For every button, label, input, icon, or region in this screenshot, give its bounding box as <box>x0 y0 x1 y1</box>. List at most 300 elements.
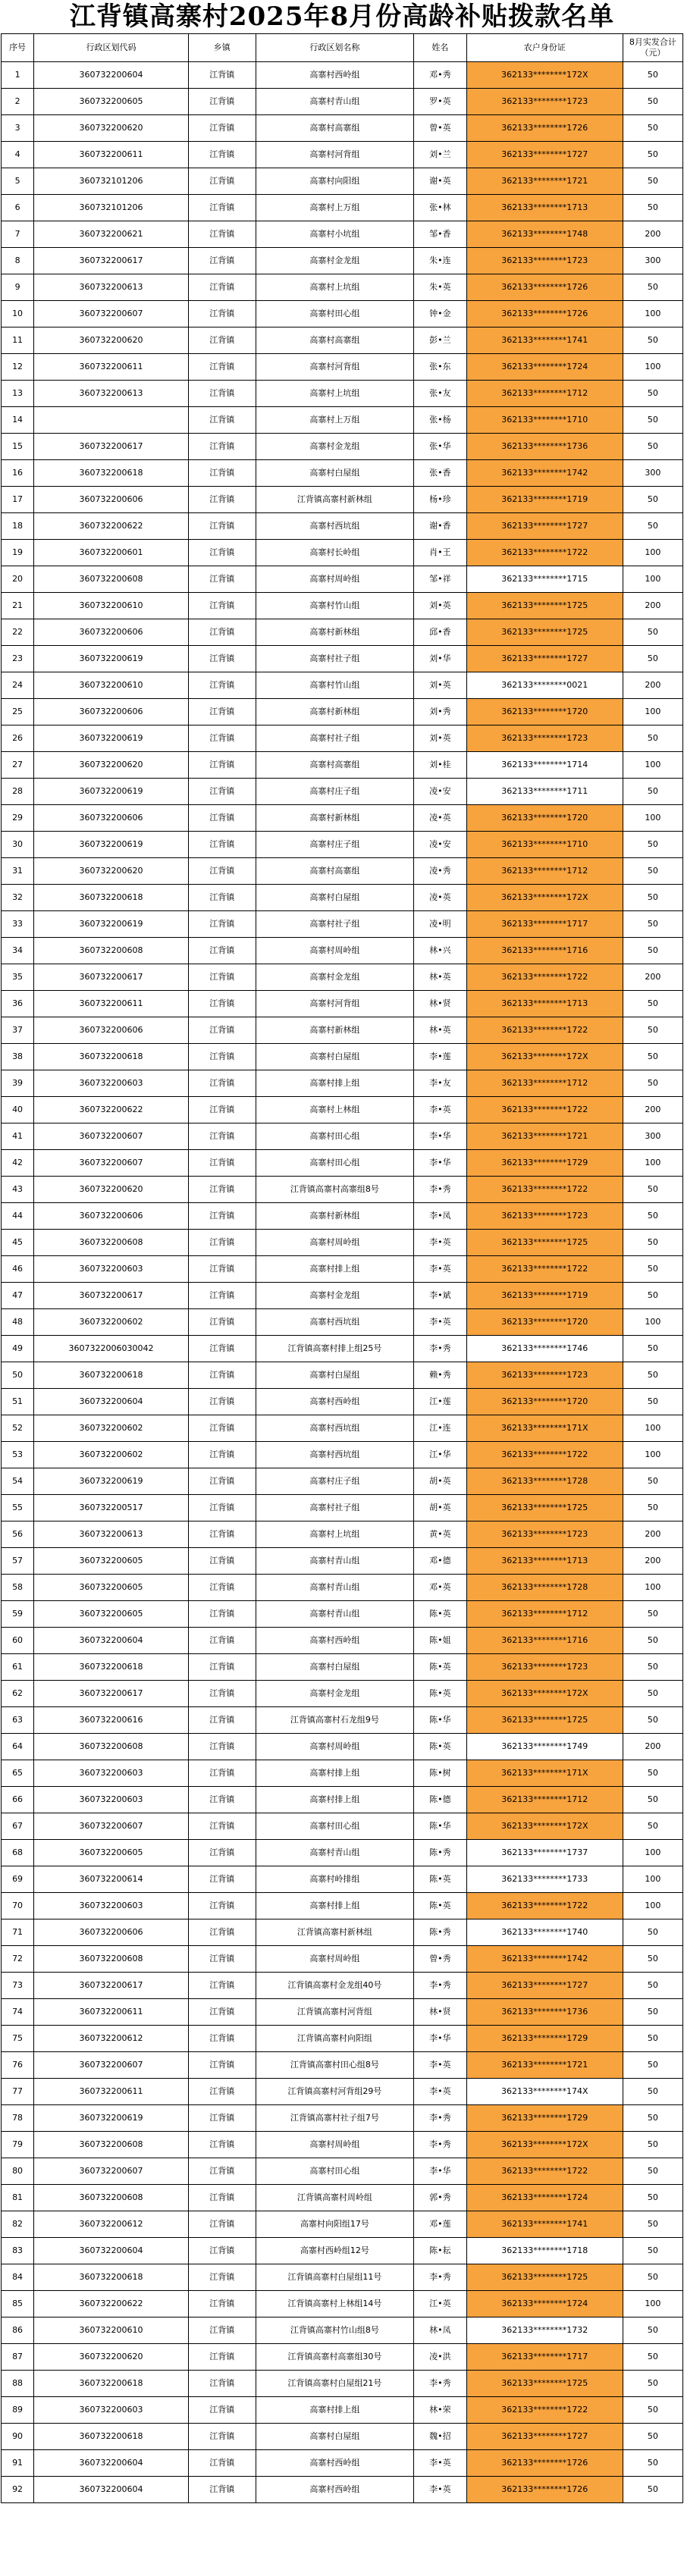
table-row <box>2 2079 683 2105</box>
cell-region-name: 高寨村田心组 <box>256 301 414 327</box>
cell-region-code: 360732200604 <box>34 2477 189 2503</box>
cell-index: 25 <box>2 699 34 725</box>
cell-index: 30 <box>2 832 34 858</box>
cell-id-number: 362133********1721 <box>466 2052 623 2079</box>
cell-name: 江•华 <box>414 1442 467 1468</box>
cell-amount: 50 <box>623 2371 682 2397</box>
cell-region-name: 高寨村排上组 <box>256 2397 414 2424</box>
table-row <box>2 832 683 858</box>
cell-town: 江背镇 <box>188 2424 256 2450</box>
cell-amount: 50 <box>623 1389 682 1415</box>
cell-region-name: 高寨村白屋组 <box>256 460 414 487</box>
cell-region-name: 高寨村上万组 <box>256 195 414 221</box>
cell-town: 江背镇 <box>188 672 256 699</box>
cell-id-number: 362133********1723 <box>466 1203 623 1230</box>
cell-region-name: 高寨村排上组 <box>256 1893 414 1919</box>
cell-index: 19 <box>2 540 34 566</box>
cell-town: 江背镇 <box>188 1070 256 1097</box>
cell-amount: 100 <box>623 1442 682 1468</box>
cell-region-code: 360732200622 <box>34 513 189 540</box>
cell-name: 张•杨 <box>414 407 467 434</box>
table-row <box>2 725 683 752</box>
cell-town: 江背镇 <box>188 2344 256 2371</box>
cell-town: 江背镇 <box>188 1468 256 1495</box>
cell-index: 33 <box>2 911 34 938</box>
cell-index: 2 <box>2 89 34 115</box>
cell-index: 53 <box>2 1442 34 1468</box>
cell-town: 江背镇 <box>188 1521 256 1548</box>
cell-index: 68 <box>2 1840 34 1866</box>
cell-region-name: 高寨村岭排组 <box>256 1866 414 1893</box>
cell-id-number: 362133********171X <box>466 1760 623 1787</box>
cell-id-number: 362133********1720 <box>466 699 623 725</box>
cell-region-code: 360732200618 <box>34 460 189 487</box>
cell-id-number: 362133********172X <box>466 62 623 89</box>
cell-id-number: 362133********1720 <box>466 1309 623 1336</box>
cell-index: 63 <box>2 1707 34 1734</box>
cell-amount: 50 <box>623 274 682 301</box>
cell-id-number: 362133********1729 <box>466 2105 623 2132</box>
cell-id-number: 362133********172X <box>466 1813 623 1840</box>
cell-index: 71 <box>2 1919 34 1946</box>
cell-index: 54 <box>2 1468 34 1495</box>
table-row <box>2 274 683 301</box>
cell-id-number: 362133********1736 <box>466 1999 623 2026</box>
cell-region-code: 360732200603 <box>34 1893 189 1919</box>
cell-name: 凌•安 <box>414 832 467 858</box>
cell-region-code: 360732200603 <box>34 1070 189 1097</box>
cell-name: 魏•招 <box>414 2424 467 2450</box>
cell-name: 邓•英 <box>414 1575 467 1601</box>
cell-name: 郭•秀 <box>414 2185 467 2211</box>
table-row <box>2 407 683 434</box>
table-row <box>2 168 683 195</box>
table-row <box>2 699 683 725</box>
cell-region-name: 高寨村河背组 <box>256 991 414 1017</box>
cell-region-code: 360732200604 <box>34 2450 189 2477</box>
cell-amount: 300 <box>623 248 682 274</box>
cell-name: 林•贤 <box>414 991 467 1017</box>
cell-id-number: 362133********1713 <box>466 991 623 1017</box>
cell-name: 凌•洪 <box>414 2344 467 2371</box>
table-row <box>2 2397 683 2424</box>
cell-id-number: 362133********1737 <box>466 1840 623 1866</box>
cell-region-name: 江背镇高寨村田心组8号 <box>256 2052 414 2079</box>
table-row <box>2 460 683 487</box>
cell-region-name: 高寨村白屋组 <box>256 1362 414 1389</box>
cell-index: 1 <box>2 62 34 89</box>
cell-town: 江背镇 <box>188 1495 256 1521</box>
cell-index: 57 <box>2 1548 34 1575</box>
cell-index: 87 <box>2 2344 34 2371</box>
cell-region-name: 高寨村上万组 <box>256 407 414 434</box>
cell-name: 李•英 <box>414 1309 467 1336</box>
cell-id-number: 362133********1726 <box>466 274 623 301</box>
cell-name: 李•英 <box>414 2450 467 2477</box>
table-row <box>2 1177 683 1203</box>
cell-region-code: 360732200617 <box>34 248 189 274</box>
cell-amount: 100 <box>623 354 682 381</box>
table-row <box>2 1336 683 1362</box>
cell-amount: 50 <box>623 142 682 168</box>
cell-amount: 50 <box>623 89 682 115</box>
cell-id-number: 362133********1728 <box>466 1468 623 1495</box>
cell-id-number: 362133********1722 <box>466 1017 623 1044</box>
cell-town: 江背镇 <box>188 434 256 460</box>
cell-amount: 50 <box>623 938 682 964</box>
cell-amount: 200 <box>623 964 682 991</box>
cell-name: 邹•祥 <box>414 566 467 593</box>
cell-amount: 200 <box>623 593 682 619</box>
cell-town: 江背镇 <box>188 1919 256 1946</box>
cell-region-name: 高寨村上坑组 <box>256 381 414 407</box>
cell-region-name: 江背镇高寨村新林组 <box>256 1919 414 1946</box>
cell-id-number: 362133********1729 <box>466 1150 623 1177</box>
cell-id-number: 362133********1742 <box>466 460 623 487</box>
cell-region-code: 360732200604 <box>34 1628 189 1654</box>
cell-amount: 50 <box>623 885 682 911</box>
cell-amount: 100 <box>623 1415 682 1442</box>
cell-index: 59 <box>2 1601 34 1628</box>
cell-town: 江背镇 <box>188 1097 256 1123</box>
cell-amount: 50 <box>623 1681 682 1707</box>
cell-region-code: 360732200613 <box>34 274 189 301</box>
cell-id-number: 362133********1711 <box>466 779 623 805</box>
cell-town: 江背镇 <box>188 1734 256 1760</box>
cell-town: 江背镇 <box>188 593 256 619</box>
table-row <box>2 327 683 354</box>
cell-amount: 50 <box>623 858 682 885</box>
cell-town: 江背镇 <box>188 2185 256 2211</box>
cell-id-number: 362133********1725 <box>466 1495 623 1521</box>
cell-town: 江背镇 <box>188 885 256 911</box>
cell-name: 李•秀 <box>414 1336 467 1362</box>
cell-name: 黄•英 <box>414 1521 467 1548</box>
cell-town: 江背镇 <box>188 1787 256 1813</box>
cell-region-code: 360732101206 <box>34 195 189 221</box>
cell-town: 江背镇 <box>188 221 256 248</box>
cell-index: 61 <box>2 1654 34 1681</box>
cell-region-name: 高寨村向阳组17号 <box>256 2211 414 2238</box>
cell-town: 江背镇 <box>188 911 256 938</box>
cell-region-name: 高寨村西坑组 <box>256 513 414 540</box>
cell-region-name: 高寨村庄子组 <box>256 1468 414 1495</box>
cell-amount: 50 <box>623 2264 682 2291</box>
table-row <box>2 938 683 964</box>
cell-index: 81 <box>2 2185 34 2211</box>
cell-name: 刘•英 <box>414 672 467 699</box>
table-row <box>2 2158 683 2185</box>
cell-town: 江背镇 <box>188 1760 256 1787</box>
table-row <box>2 1681 683 1707</box>
cell-region-code: 360732200617 <box>34 434 189 460</box>
table-body <box>2 62 683 2503</box>
cell-region-name: 高寨村西岭组 <box>256 1389 414 1415</box>
cell-index: 47 <box>2 1283 34 1309</box>
cell-region-code: 360732200603 <box>34 1760 189 1787</box>
cell-region-code: 360732200610 <box>34 593 189 619</box>
cell-region-name: 高寨村排上组 <box>256 1256 414 1283</box>
cell-town: 江背镇 <box>188 407 256 434</box>
cell-id-number: 362133********1728 <box>466 1575 623 1601</box>
cell-amount: 50 <box>623 1177 682 1203</box>
cell-town: 江背镇 <box>188 2105 256 2132</box>
cell-name: 谢•英 <box>414 168 467 195</box>
cell-town: 江背镇 <box>188 2079 256 2105</box>
cell-name: 朱•连 <box>414 248 467 274</box>
cell-amount: 50 <box>623 1468 682 1495</box>
cell-town: 江背镇 <box>188 1628 256 1654</box>
cell-id-number: 362133********1723 <box>466 725 623 752</box>
cell-index: 17 <box>2 487 34 513</box>
table-row <box>2 1123 683 1150</box>
cell-id-number: 362133********1727 <box>466 2424 623 2450</box>
cell-index: 84 <box>2 2264 34 2291</box>
cell-amount: 100 <box>623 1309 682 1336</box>
cell-name: 凌•秀 <box>414 858 467 885</box>
cell-region-name: 高寨村周岭组 <box>256 1230 414 1256</box>
table-row <box>2 1495 683 1521</box>
table-row <box>2 2424 683 2450</box>
cell-town: 江背镇 <box>188 725 256 752</box>
cell-amount: 50 <box>623 2052 682 2079</box>
cell-region-code: 360732200605 <box>34 1840 189 1866</box>
table-row <box>2 1521 683 1548</box>
cell-town: 江背镇 <box>188 1177 256 1203</box>
table-row <box>2 1389 683 1415</box>
cell-amount: 50 <box>623 1362 682 1389</box>
cell-amount: 50 <box>623 2317 682 2344</box>
cell-index: 64 <box>2 1734 34 1760</box>
cell-index: 67 <box>2 1813 34 1840</box>
cell-town: 江背镇 <box>188 195 256 221</box>
cell-id-number: 362133********1736 <box>466 434 623 460</box>
cell-id-number: 362133********1713 <box>466 1548 623 1575</box>
cell-index: 80 <box>2 2158 34 2185</box>
cell-amount: 50 <box>623 1017 682 1044</box>
cell-index: 74 <box>2 1999 34 2026</box>
cell-index: 10 <box>2 301 34 327</box>
cell-name: 胡•英 <box>414 1495 467 1521</box>
cell-id-number: 362133********1727 <box>466 646 623 672</box>
cell-region-code: 360732200606 <box>34 1017 189 1044</box>
table-header-row <box>2 34 683 62</box>
cell-region-name: 江背镇高寨村上林组14号 <box>256 2291 414 2317</box>
table-row <box>2 1442 683 1468</box>
table-row <box>2 566 683 593</box>
cell-region-code: 360732200619 <box>34 832 189 858</box>
cell-id-number: 362133********1740 <box>466 1919 623 1946</box>
cell-amount: 50 <box>623 1760 682 1787</box>
cell-name: 李•英 <box>414 2477 467 2503</box>
cell-name: 陈•树 <box>414 1760 467 1787</box>
cell-id-number: 362133********1719 <box>466 1283 623 1309</box>
cell-id-number: 362133********1729 <box>466 2026 623 2052</box>
cell-amount: 50 <box>623 1999 682 2026</box>
cell-town: 江背镇 <box>188 1813 256 1840</box>
cell-town: 江背镇 <box>188 513 256 540</box>
cell-region-code: 360732200608 <box>34 1734 189 1760</box>
table-row <box>2 540 683 566</box>
cell-region-name: 江背镇高寨村白屋组11号 <box>256 2264 414 2291</box>
cell-amount: 100 <box>623 1866 682 1893</box>
table-row <box>2 1309 683 1336</box>
cell-region-code: 360732200621 <box>34 221 189 248</box>
cell-town: 江背镇 <box>188 1362 256 1389</box>
cell-id-number: 362133********174X <box>466 2079 623 2105</box>
cell-amount: 50 <box>623 381 682 407</box>
cell-id-number: 362133********1712 <box>466 1601 623 1628</box>
cell-region-code: 360732200608 <box>34 1230 189 1256</box>
cell-amount: 50 <box>623 1813 682 1840</box>
cell-index: 60 <box>2 1628 34 1654</box>
cell-region-name: 江背镇高寨村河背组29号 <box>256 2079 414 2105</box>
cell-id-number: 362133********0021 <box>466 672 623 699</box>
cell-town: 江背镇 <box>188 460 256 487</box>
cell-town: 江背镇 <box>188 1230 256 1256</box>
cell-amount: 50 <box>623 1336 682 1362</box>
cell-region-code: 360732200618 <box>34 2424 189 2450</box>
cell-region-code: 360732200605 <box>34 89 189 115</box>
cell-amount: 50 <box>623 1787 682 1813</box>
cell-amount: 100 <box>623 752 682 779</box>
table-row <box>2 1070 683 1097</box>
cell-index: 46 <box>2 1256 34 1283</box>
cell-name: 陈•华 <box>414 1813 467 1840</box>
cell-amount: 50 <box>623 2450 682 2477</box>
cell-region-name: 高寨村西岭组12号 <box>256 2238 414 2264</box>
cell-region-name: 高寨村田心组 <box>256 1150 414 1177</box>
table-row <box>2 1654 683 1681</box>
table-row <box>2 2238 683 2264</box>
cell-region-code: 360732200618 <box>34 885 189 911</box>
cell-name: 刘•英 <box>414 593 467 619</box>
cell-region-code: 360732200622 <box>34 1097 189 1123</box>
cell-region-name: 江背镇高寨村周岭组 <box>256 2185 414 2211</box>
table-row <box>2 62 683 89</box>
cell-region-name: 高寨村田心组 <box>256 2158 414 2185</box>
cell-amount: 200 <box>623 672 682 699</box>
table-row <box>2 1866 683 1893</box>
cell-index: 76 <box>2 2052 34 2079</box>
cell-index: 32 <box>2 885 34 911</box>
cell-id-number: 362133********1712 <box>466 381 623 407</box>
cell-index: 35 <box>2 964 34 991</box>
cell-name: 凌•英 <box>414 805 467 832</box>
cell-region-name: 高寨村白屋组 <box>256 885 414 911</box>
cell-index: 3 <box>2 115 34 142</box>
cell-region-name: 高寨村周岭组 <box>256 2132 414 2158</box>
cell-amount: 50 <box>623 1230 682 1256</box>
cell-region-code: 360732200607 <box>34 1150 189 1177</box>
cell-name: 江•莲 <box>414 1389 467 1415</box>
cell-amount: 100 <box>623 1575 682 1601</box>
cell-name: 邓•莲 <box>414 2211 467 2238</box>
cell-index: 48 <box>2 1309 34 1336</box>
cell-id-number: 362133********1722 <box>466 2397 623 2424</box>
cell-region-name: 高寨村竹山组 <box>256 593 414 619</box>
cell-name: 朱•英 <box>414 274 467 301</box>
cell-id-number: 362133********1723 <box>466 89 623 115</box>
cell-town: 江背镇 <box>188 115 256 142</box>
cell-region-code: 360732200608 <box>34 2185 189 2211</box>
cell-name: 曾•英 <box>414 115 467 142</box>
cell-id-number: 362133********1710 <box>466 832 623 858</box>
cell-amount: 50 <box>623 2424 682 2450</box>
cell-name: 李•英 <box>414 1097 467 1123</box>
cell-town: 江背镇 <box>188 2211 256 2238</box>
cell-region-code: 360732200606 <box>34 805 189 832</box>
cell-town: 江背镇 <box>188 487 256 513</box>
cell-region-name: 高寨村周岭组 <box>256 1946 414 1973</box>
table-row <box>2 2026 683 2052</box>
cell-region-name: 高寨村庄子组 <box>256 779 414 805</box>
cell-town: 江背镇 <box>188 540 256 566</box>
cell-amount: 200 <box>623 1097 682 1123</box>
cell-town: 江背镇 <box>188 1973 256 1999</box>
table-row <box>2 142 683 168</box>
cell-name: 李•凤 <box>414 1203 467 1230</box>
cell-region-name: 高寨村向阳组 <box>256 168 414 195</box>
cell-amount: 50 <box>623 195 682 221</box>
cell-index: 92 <box>2 2477 34 2503</box>
cell-id-number: 362133********1720 <box>466 805 623 832</box>
cell-name: 谢•香 <box>414 513 467 540</box>
cell-region-name: 高寨村周岭组 <box>256 1734 414 1760</box>
cell-index: 40 <box>2 1097 34 1123</box>
cell-region-code: 360732200614 <box>34 1866 189 1893</box>
cell-region-name: 高寨村社子组 <box>256 725 414 752</box>
cell-index: 39 <box>2 1070 34 1097</box>
cell-amount: 50 <box>623 1256 682 1283</box>
cell-id-number: 362133********1719 <box>466 487 623 513</box>
cell-region-name: 高寨村上林组 <box>256 1097 414 1123</box>
table-row <box>2 89 683 115</box>
cell-town: 江背镇 <box>188 2371 256 2397</box>
table-row <box>2 2132 683 2158</box>
cell-name: 林•兴 <box>414 938 467 964</box>
cell-amount: 50 <box>623 1283 682 1309</box>
cell-id-number: 362133********1741 <box>466 2211 623 2238</box>
cell-region-name: 高寨村青山组 <box>256 89 414 115</box>
cell-name: 陈•秀 <box>414 1919 467 1946</box>
cell-index: 41 <box>2 1123 34 1150</box>
cell-name: 林•英 <box>414 964 467 991</box>
cell-town: 江背镇 <box>188 62 256 89</box>
cell-region-code: 360732200606 <box>34 619 189 646</box>
cell-id-number: 362133********1716 <box>466 938 623 964</box>
cell-index: 42 <box>2 1150 34 1177</box>
cell-region-name: 高寨村新林组 <box>256 805 414 832</box>
cell-index: 31 <box>2 858 34 885</box>
cell-index: 82 <box>2 2211 34 2238</box>
cell-index: 89 <box>2 2397 34 2424</box>
cell-name: 张•林 <box>414 195 467 221</box>
cell-id-number: 362133********1721 <box>466 168 623 195</box>
table-row <box>2 1813 683 1840</box>
cell-town: 江背镇 <box>188 327 256 354</box>
table-row <box>2 1787 683 1813</box>
cell-town: 江背镇 <box>188 1707 256 1734</box>
cell-town: 江背镇 <box>188 832 256 858</box>
cell-region-code: 360732200611 <box>34 1999 189 2026</box>
cell-amount: 100 <box>623 566 682 593</box>
cell-region-code: 360732200618 <box>34 1362 189 1389</box>
cell-region-code: 360732200608 <box>34 1946 189 1973</box>
cell-region-name: 高寨村新林组 <box>256 699 414 725</box>
cell-region-code: 360732200618 <box>34 1044 189 1070</box>
cell-region-name: 高寨村新林组 <box>256 1017 414 1044</box>
